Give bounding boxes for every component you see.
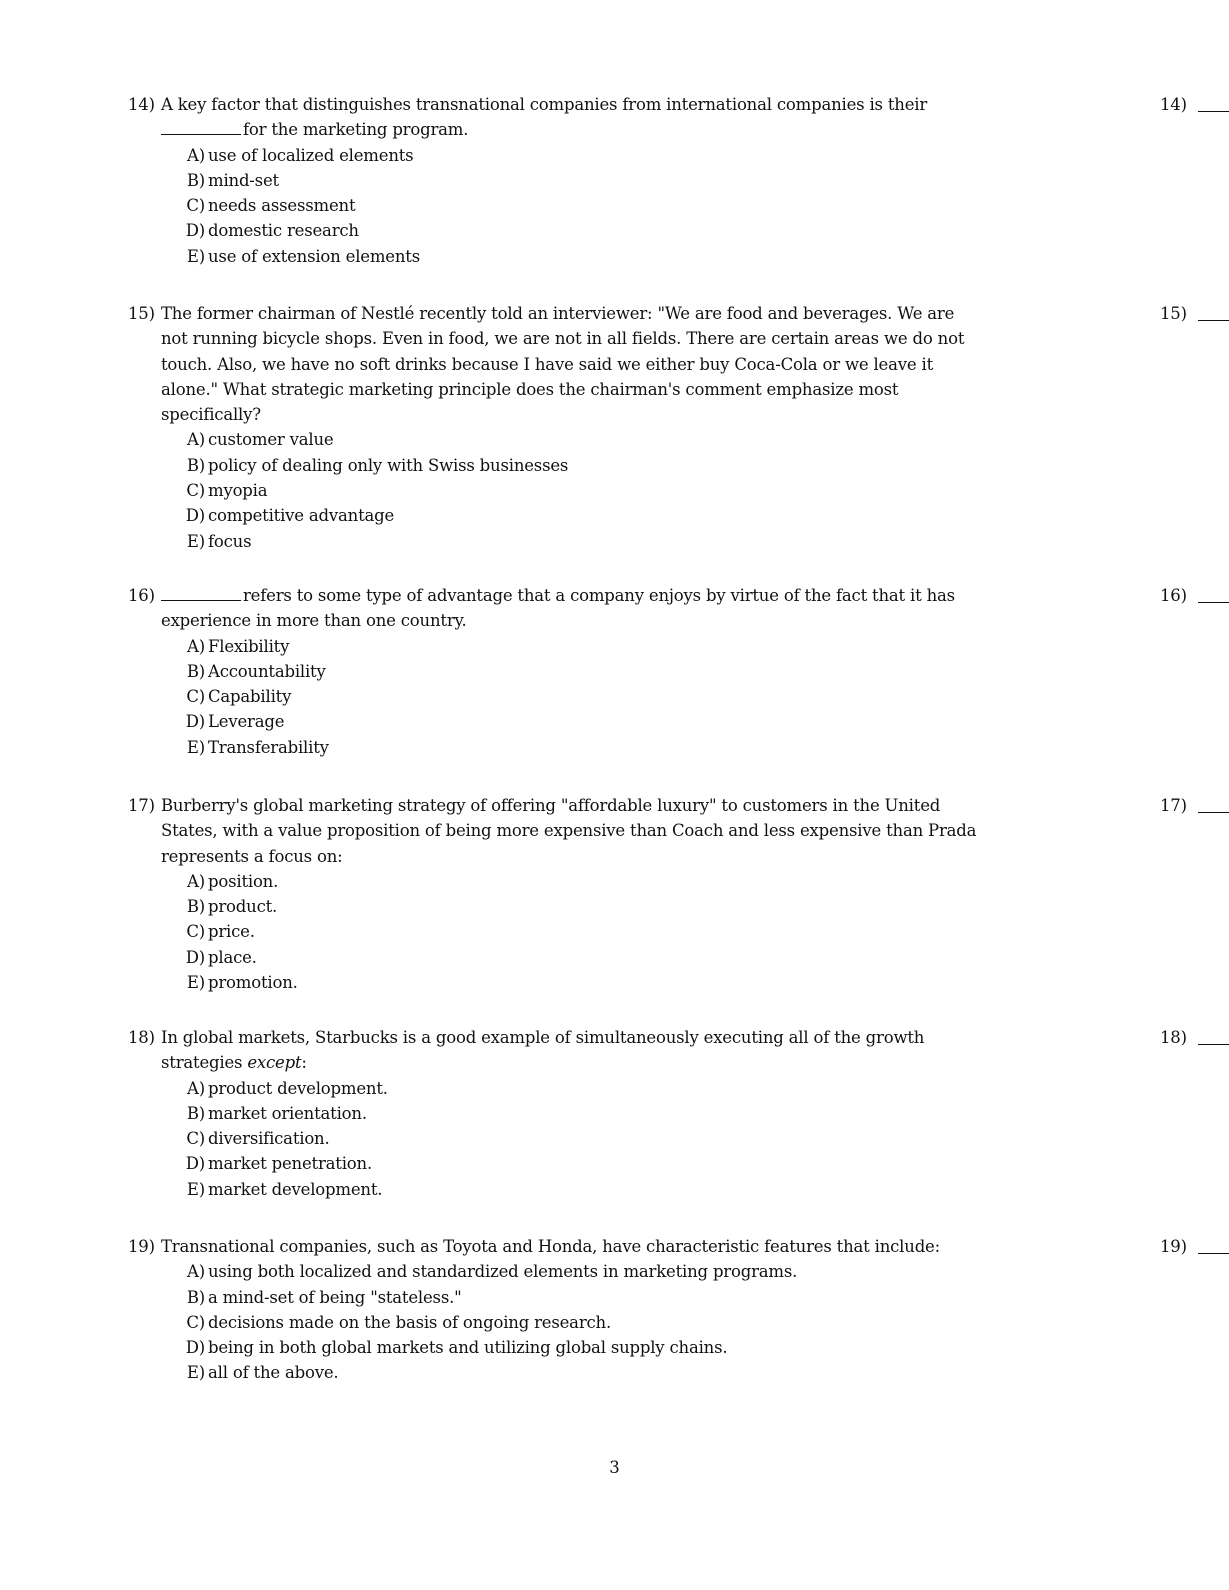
choice-e[interactable] xyxy=(128,529,1148,554)
choice-letter: C) xyxy=(186,922,205,942)
choice-b[interactable] xyxy=(128,1285,1148,1310)
choice-text: price. xyxy=(208,922,255,942)
choice-letter: C) xyxy=(186,1312,205,1332)
answer-label: 18) xyxy=(1160,1028,1187,1047)
choice-a[interactable] xyxy=(128,143,1148,168)
choice-b[interactable] xyxy=(128,1101,1148,1126)
choice-c[interactable] xyxy=(128,919,1148,944)
question-stem xyxy=(128,92,991,143)
choice-e[interactable] xyxy=(128,1177,1148,1202)
choice-letter: B) xyxy=(186,1103,205,1123)
question-stem xyxy=(128,1025,971,1076)
choice-d[interactable] xyxy=(128,1335,1148,1360)
choice-text: focus xyxy=(208,531,252,551)
choice-text: competitive advantage xyxy=(208,506,395,526)
choice-text: using both localized and standardized elements in marketing programs. xyxy=(208,1262,798,1282)
choice-list xyxy=(128,634,1148,760)
answer-line[interactable] xyxy=(1198,602,1229,603)
choice-c[interactable] xyxy=(128,1310,1148,1335)
choice-text: market penetration. xyxy=(208,1154,372,1174)
stem-text: The former chairman of Nestlé recently told an interviewer: "We are food and beverages. We are not running bicycle shops. Even in food, we are not in all fields. There are certain areas we do not touch. Also, we have no soft drinks because I have said we either buy Coca-Cola or we leave it alone." What strategic marketing principle does the chairman's comment emphasize most specifically? xyxy=(161,304,965,425)
question-number: 16) xyxy=(128,586,155,605)
choice-c[interactable] xyxy=(128,478,1148,503)
choice-list xyxy=(128,869,1148,995)
choice-text: promotion. xyxy=(208,973,298,993)
answer-label: 14) xyxy=(1160,95,1187,114)
choice-b[interactable] xyxy=(128,659,1148,684)
choice-list xyxy=(128,1076,1148,1202)
choice-text: decisions made on the basis of ongoing research. xyxy=(208,1312,612,1332)
choice-text: use of localized elements xyxy=(208,145,414,165)
answer-label: 16) xyxy=(1160,586,1187,605)
choice-letter: D) xyxy=(185,1338,205,1358)
choice-letter: A) xyxy=(187,636,205,656)
question-stem xyxy=(128,1234,1041,1259)
question-14 xyxy=(128,92,1187,269)
fill-in-blank xyxy=(161,118,241,135)
fill-in-blank xyxy=(161,584,241,601)
choice-list xyxy=(128,427,1148,553)
choice-letter: C) xyxy=(186,481,205,501)
choice-letter: C) xyxy=(186,1129,205,1149)
choice-e[interactable] xyxy=(128,970,1148,995)
choice-text: policy of dealing only with Swiss businesses xyxy=(208,455,569,475)
choice-text: position. xyxy=(208,871,279,891)
stem-text: In global markets, Starbucks is a good example of simultaneously executing all of the growth strategies xyxy=(161,1028,925,1073)
choice-letter: D) xyxy=(185,947,205,967)
choice-text: Capability xyxy=(208,687,292,707)
answer-line[interactable] xyxy=(1198,320,1229,321)
choice-a[interactable] xyxy=(128,1259,1148,1284)
choice-text: product development. xyxy=(208,1078,388,1098)
choice-d[interactable] xyxy=(128,709,1148,734)
choice-c[interactable] xyxy=(128,1126,1148,1151)
choice-text: market development. xyxy=(208,1179,383,1199)
choice-text: place. xyxy=(208,947,257,967)
choice-d[interactable] xyxy=(128,1151,1148,1176)
choice-d[interactable] xyxy=(128,945,1148,970)
choice-text: Flexibility xyxy=(208,636,290,656)
choice-text: market orientation. xyxy=(208,1103,367,1123)
answer-line[interactable] xyxy=(1198,1044,1229,1045)
answer-line[interactable] xyxy=(1198,812,1229,813)
choice-text: a mind-set of being "stateless." xyxy=(208,1287,462,1307)
choice-letter: D) xyxy=(185,1154,205,1174)
choice-letter: C) xyxy=(186,687,205,707)
choice-text: product. xyxy=(208,897,278,917)
choice-text: customer value xyxy=(208,430,334,450)
choice-e[interactable] xyxy=(128,735,1148,760)
choice-text: domestic research xyxy=(208,221,359,241)
choice-a[interactable] xyxy=(128,427,1148,452)
choice-c[interactable] xyxy=(128,193,1148,218)
choice-text: use of extension elements xyxy=(208,246,420,266)
stem-text: A key factor that distinguishes transnational companies from international companies is their xyxy=(161,95,928,114)
choice-text: diversification. xyxy=(208,1129,330,1149)
choice-letter: E) xyxy=(186,531,205,551)
choice-letter: B) xyxy=(186,170,205,190)
choice-d[interactable] xyxy=(128,218,1148,243)
question-18 xyxy=(128,1025,1187,1202)
stem-text: Burberry's global marketing strategy of offering "affordable luxury" to customers in the United States, with a value proposition of being more expensive than Coach and less expensive than Prada represents a focus on: xyxy=(161,796,977,866)
question-17 xyxy=(128,793,1187,995)
page-number: 3 xyxy=(609,1458,620,1477)
choice-b[interactable] xyxy=(128,168,1148,193)
answer-line[interactable] xyxy=(1198,1253,1229,1254)
choice-letter: E) xyxy=(186,973,205,993)
choice-letter: D) xyxy=(185,506,205,526)
question-number: 17) xyxy=(128,796,155,815)
choice-letter: B) xyxy=(186,661,205,681)
choice-a[interactable] xyxy=(128,1076,1148,1101)
choice-letter: E) xyxy=(186,1363,205,1383)
choice-letter: D) xyxy=(185,712,205,732)
choice-b[interactable] xyxy=(128,453,1148,478)
question-15 xyxy=(128,301,1187,554)
choice-text: Leverage xyxy=(208,712,285,732)
question-stem xyxy=(128,301,976,427)
stem-text-after-blank: for the marketing program. xyxy=(243,120,469,140)
choice-text: myopia xyxy=(208,481,268,501)
choice-c[interactable] xyxy=(128,684,1148,709)
answer-label: 17) xyxy=(1160,796,1187,815)
question-19 xyxy=(128,1234,1187,1386)
stem-emphasis: except xyxy=(247,1053,302,1073)
question-16 xyxy=(128,583,1187,760)
choice-letter: A) xyxy=(187,871,205,891)
answer-label: 19) xyxy=(1160,1237,1187,1256)
choice-letter: D) xyxy=(185,221,205,241)
answer-label: 15) xyxy=(1160,304,1187,323)
choice-text: being in both global markets and utilizing global supply chains. xyxy=(208,1338,728,1358)
choice-letter: B) xyxy=(186,1287,205,1307)
choice-b[interactable] xyxy=(128,894,1148,919)
choice-text: needs assessment xyxy=(208,196,356,216)
choice-letter: E) xyxy=(186,1179,205,1199)
choice-text: Transferability xyxy=(208,737,329,757)
choice-list xyxy=(128,1259,1148,1385)
stem-punctuation: : xyxy=(301,1053,307,1073)
choice-list xyxy=(128,143,1148,269)
choice-letter: A) xyxy=(187,145,205,165)
choice-letter: E) xyxy=(186,246,205,266)
question-number: 19) xyxy=(128,1237,155,1256)
choice-letter: E) xyxy=(186,737,205,757)
question-number: 14) xyxy=(128,95,155,114)
choice-text: all of the above. xyxy=(208,1363,339,1383)
choice-letter: C) xyxy=(186,196,205,216)
choice-letter: A) xyxy=(187,1078,205,1098)
choice-letter: B) xyxy=(186,455,205,475)
choice-text: mind-set xyxy=(208,170,279,190)
choice-letter: A) xyxy=(187,430,205,450)
choice-a[interactable] xyxy=(128,634,1148,659)
question-number: 15) xyxy=(128,304,155,323)
question-number: 18) xyxy=(128,1028,155,1047)
answer-line[interactable] xyxy=(1198,111,1229,112)
choice-a[interactable] xyxy=(128,869,1148,894)
choice-e[interactable] xyxy=(128,244,1148,269)
stem-text: refers to some type of advantage that a company enjoys by virtue of the fact that it has experience in more than one country. xyxy=(161,586,955,631)
question-stem xyxy=(128,583,991,634)
stem-text: Transnational companies, such as Toyota and Honda, have characteristic features that include: xyxy=(161,1237,940,1256)
choice-letter: A) xyxy=(187,1262,205,1282)
choice-e[interactable] xyxy=(128,1360,1148,1385)
choice-d[interactable] xyxy=(128,503,1148,528)
choice-letter: B) xyxy=(186,897,205,917)
choice-text: Accountability xyxy=(208,661,326,681)
question-stem xyxy=(128,793,991,869)
